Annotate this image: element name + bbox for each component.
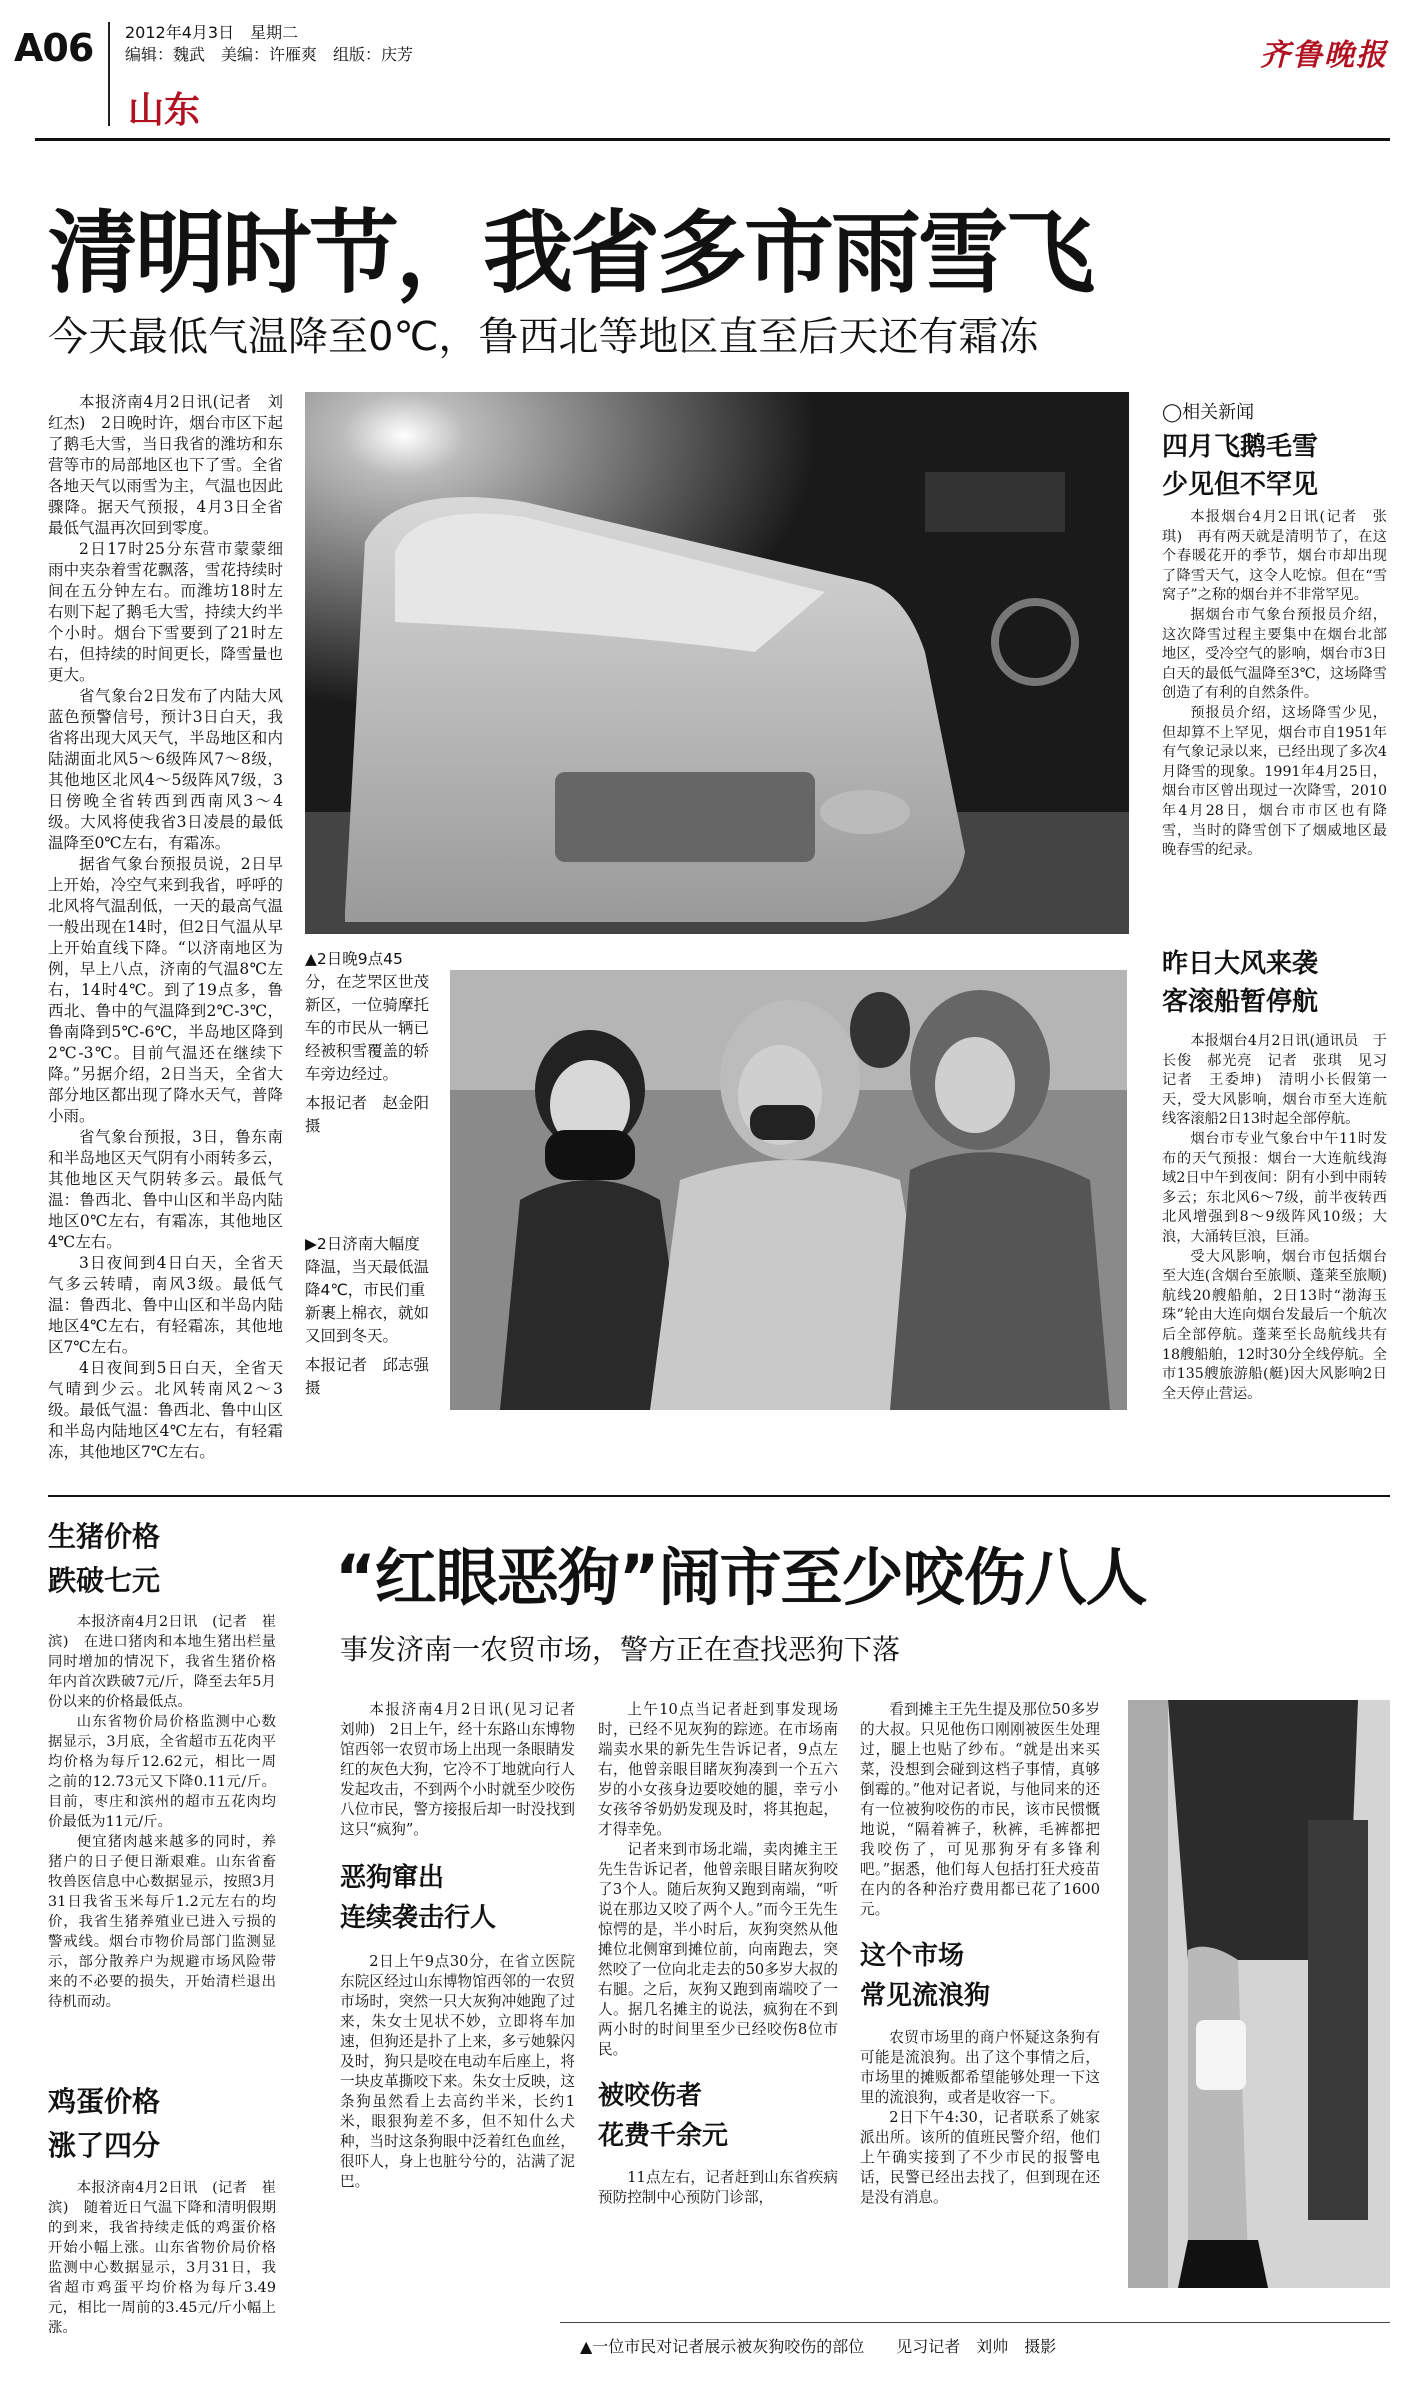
header-editors: 编辑：魏武 美编：许雁爽 组版：庆芳	[125, 45, 414, 64]
pig-paragraph: 山东省物价局价格监测中心数据显示，3月底，全省超市五花肉平均价格为每斤12.62元，相比一周之前的12.73元又下降0.11元/斤。目前，枣庄和滨州的超市五花肉均价最低为11元/斤。	[48, 1714, 276, 1830]
lead-paragraph: 4日夜间到5日白天，全省天气晴到少云。北风转南风2～3级。最低气温：鲁西北、鲁中山区和半岛内陆地区4℃左右，有轻霜冻，其他地区7℃左右。	[48, 1359, 283, 1461]
lead-paragraph: 2日17时25分东营市蒙蒙细雨中夹杂着雪花飘落，雪花持续时间在五分钟左右。而潍坊18时左右则下起了鹅毛大雪，持续大约半个小时。烟台下雪要到了21时左右，但持续的时间更长，降雪量也更大。	[48, 540, 283, 684]
photo2-caption-block	[305, 1233, 445, 1400]
egg-title	[48, 2080, 160, 2168]
related-story1-title-line1: 四月飞鹅毛雪	[1162, 432, 1319, 462]
egg-title-line1: 鸡蛋价格	[48, 2085, 161, 2118]
crowd-illustration	[450, 970, 1127, 1410]
snow-car-photo	[305, 392, 1129, 934]
lead-body	[48, 392, 283, 1463]
dog-column3-para: 农贸市场里的商户怀疑这条狗有可能是流浪狗。出了这个事情之后，市场里的摊贩都希望能够处理一下这里的流浪狗，或者是收容一下。	[860, 2029, 1100, 2106]
related-news-label: ◯相关新闻	[1162, 402, 1255, 423]
egg-title-line2: 涨了四分	[48, 2129, 161, 2162]
related-story2-body	[1162, 1032, 1387, 1404]
dog-subhead: 事发济南一农贸市场，警方正在查找恶狗下落	[340, 1633, 901, 1666]
egg-body	[48, 2178, 276, 2338]
cold-weather-photo	[450, 970, 1127, 1410]
dog-bite-photo	[1128, 1700, 1390, 2288]
lead-paragraph: 本报济南4月2日讯(记者 刘红杰) 2日晚时许，烟台市区下起了鹅毛大雪，当日我省的潍坊和东营等市的局部地区也下了雪。全省各地天气以雨雪为主，气温也因此骤降。据天气预报，4月3日全省最低气温再次回到零度。	[48, 393, 283, 537]
photo2-credit: 本报记者 邱志强 摄	[305, 1356, 445, 1397]
related-story2-title-line2: 客滚船暂停航	[1162, 987, 1319, 1017]
related-story2-title-line1: 昨日大风来袭	[1162, 949, 1319, 979]
related-story1-body	[1162, 508, 1387, 861]
header-rule	[35, 138, 1390, 141]
lead-paragraph: 省气象台2日发布了内陆大风蓝色预警信号，预计3日白天，我省将出现大风天气，半岛地区和内陆湖面北风5～6级阵风7～8级，其他地区北风4～5级阵风7级，3日傍晚全省转西到西南风3～4级。大风将使我省3日凌晨的最低温降至0℃左右，有霜冻。	[48, 687, 283, 852]
dog-subtitle1-line1: 恶狗窜出	[340, 1863, 445, 1893]
dog-intro: 本报济南4月2日讯(见习记者 刘帅) 2日上午，经十东路山东博物馆西邻一农贸市场上出现一条眼睛发红的灰色大狗，它冷不丁地就向行人发起攻击，不到两个小时就至少咬伤八位市民，警方接报后却一时没找到这只“疯狗”。	[340, 1701, 590, 1838]
header-divider	[108, 22, 110, 126]
dog-column3	[860, 1700, 1100, 2208]
dog-subtitle1	[340, 1858, 575, 1938]
pig-body	[48, 1612, 276, 2012]
related-story1-title-line2: 少见但不罕见	[1162, 470, 1319, 500]
lead-headline: 清明时节，我省多市雨雪飞	[48, 201, 1092, 306]
dog-subtitle2	[598, 2076, 838, 2156]
dog-subtitle2-line1: 被咬伤者	[598, 2081, 703, 2111]
header-meta	[125, 22, 413, 66]
related-story2-title	[1162, 945, 1318, 1021]
dog-column2-para: 11点左右，记者赶到山东省疾病预防控制中心预防门诊部，	[598, 2169, 838, 2206]
dog-subtitle1-line2: 连续袭击行人	[340, 1903, 497, 1933]
section-title: 山东	[128, 90, 201, 131]
photo1-credit: 本报记者 赵金阳 摄	[305, 1094, 445, 1135]
dog-column2-para: 记者来到市场北端，卖肉摊主王先生告诉记者，他曾亲眼目睹灰狗咬了3个人。随后灰狗又跑到南端，“听说在那边又咬了两个人。”而今王先生惊愕的是，半小时后，灰狗突然从他摊位北侧窜到摊位前，向南跑去，突然咬了一位向北走去的50多岁大叔的右腿。之后，灰狗又跑到南端咬了一人。据几名摊主的说法，疯狗在不到两小时的时间里至少已经咬伤8位市民。	[598, 1841, 838, 2058]
dog-subtitle3	[860, 1936, 1100, 2016]
header-date: 2012年4月3日 星期二	[125, 23, 299, 42]
dog-headline: “红眼恶狗”闹市至少咬伤八人	[335, 1541, 1147, 1614]
related-story1-title	[1162, 428, 1318, 504]
injured-leg-illustration	[1128, 1700, 1390, 2288]
dog-subtitle3-line2: 常见流浪狗	[860, 1981, 991, 2011]
related-story1-paragraph: 预报员介绍，这场降雪少见，但却算不上罕见，烟台市自1951年有气象记录以来，已经出现了多次4月降雪的现象。1991年4月25日，烟台市区曾出现过一次降雪，2010年4月28日，烟台市市区也有降雪，当时的降雪创下了烟威地区最晚春雪的纪录。	[1162, 704, 1387, 859]
photo2-caption: ▶2日济南大幅度降温，当天最低温降4℃，市民们重新裹上棉衣，就如又回到冬天。	[305, 1235, 430, 1345]
pig-paragraph: 本报济南4月2日讯 (记者 崔滨) 在进口猪肉和本地生猪出栏量同时增加的情况下，我省生猪价格年内首次跌破7元/斤，降至去年5月份以来的价格最低点。	[48, 1614, 276, 1710]
lead-subhead: 今天最低气温降至0℃，鲁西北等地区直至后天还有霜冻	[48, 314, 1039, 360]
caption-rule	[560, 2322, 1390, 2323]
lead-paragraph: 3日夜间到4日白天，全省天气多云转晴，南风3级。最低气温：鲁西北、鲁中山区和半岛内陆地区4℃左右，有轻霜冻，其他地区7℃左右。	[48, 1254, 283, 1356]
dog-photo-caption: ▲一位市民对记者展示被灰狗咬伤的部位 见习记者 刘帅 摄影	[580, 2337, 1057, 2356]
dog-subtitle2-line2: 花费千余元	[598, 2121, 729, 2151]
newspaper-logo: 齐鲁晚报	[1260, 38, 1388, 73]
related-story1-paragraph: 据烟台市气象台预报员介绍，这次降雪过程主要集中在烟台北部地区，受冷空气的影响，烟台市3日白天的最低气温降至3℃，这场降雪创造了有利的自然条件。	[1162, 606, 1387, 702]
related-story2-paragraph: 受大风影响，烟台市包括烟台至大连(含烟台至旅顺、蓬莱至旅顺)航线20艘船舶，2日13时“渤海玉珠”轮由大连向烟台发最后一个航次后全部停航。蓬莱至长岛航线共有18艘船舶，12时30分全线停航。全市135艘旅游船(艇)因大风影响2日全天停止营运。	[1162, 1248, 1387, 1402]
photo1-caption-block	[305, 948, 445, 1138]
pig-title-line2: 跌破七元	[48, 1564, 161, 1597]
dog-column3-para: 看到摊主王先生提及那位50多岁的大叔。只见他伤口刚刚被医生处理过，腿上也贴了纱布。“就是出来买菜，没想到会碰到这档子事情，真够倒霉的。”他对记者说，与他同来的还有一位被狗咬伤的市民，该市民惯慨地说，“隔着裤子，秋裤，毛裤都把我咬伤了，可见那狗牙有多锋利吧。”据悉，他们每人包括打狂犬疫苗在内的各种治疗费用都已花了1600元。	[860, 1701, 1100, 1918]
dog-subtitle3-line1: 这个市场	[860, 1941, 965, 1971]
page-number: A06	[14, 26, 94, 70]
related-story1-paragraph: 本报烟台4月2日讯(记者 张琪) 再有两天就是清明节了，在这个春暖花开的季节，烟台市却出现了降雪天气，这令人吃惊。但在“雪窝子”之称的烟台并不非常罕见。	[1162, 509, 1387, 604]
photo1-caption: ▲2日晚9点45分，在芝罘区世茂新区，一位骑摩托车的市民从一辆已经被积雪覆盖的轿车旁边经过。	[305, 950, 430, 1083]
dog-column2	[598, 1700, 838, 2208]
related-story2-paragraph: 烟台市专业气象台中午11时发布的天气预报：烟台一大连航线海域2日中午到夜间：阴有小到中雨转多云；东北风6～7级，前半夜转西北风增强到8～9级阵风10级；大浪，大涌转巨浪，巨涌。	[1162, 1130, 1387, 1245]
lead-paragraph: 据省气象台预报员说，2日早上开始，冷空气来到我省，呼呼的北风将气温刮低，一天的最高气温一般出现在14时，但2日气温从早上开始直线下降。“以济南地区为例，早上八点，济南的气温8℃左右，14时4℃。到了19点多，鲁西北、鲁中的气温降到2℃-3℃，鲁南降到5℃-6℃，半岛地区降到2℃-3℃。目前气温还在继续下降。”另据介绍，2日当天，全省大部分地区都出现了降水天气，普降小雨。	[48, 855, 283, 1125]
lead-paragraph: 省气象台预报，3日，鲁东南和半岛地区天气阴有小雨转多云，其他地区天气阴转多云。最低气温：鲁西北、鲁中山区和半岛内陆地区0℃左右，有霜冻，其他地区4℃左右。	[48, 1128, 283, 1251]
dog-column3-para: 2日下午4:30，记者联系了姚家派出所。该所的值班民警介绍，他们上午确实接到了不少市民的报警电话，民警已经出去找了，但到现在还是没有消息。	[860, 2109, 1100, 2206]
dog-column1	[340, 1700, 590, 2192]
related-story2-paragraph: 本报烟台4月2日讯(通讯员 于长俊 郝光亮 记者 张琪 见习记者 王委坤) 清明小长假第一天，受大风影响，烟台市至大连航线客滚船2日13时起全部停航。	[1162, 1033, 1387, 1128]
dog-column2-para: 上午10点当记者赶到事发现场时，已经不见灰狗的踪迹。在市场南端卖水果的新先生告诉记者，9点左右，他曾亲眼目睹灰狗凑到一个五六岁的小女孩身边要咬她的腿，幸亏小女孩爷爷奶奶发现及时，将其抱起，才得幸免。	[598, 1701, 838, 1838]
dog-column1-body: 2日上午9点30分，在省立医院东院区经过山东博物馆西邻的一农贸市场时，突然一只大灰狗冲她跑了过来，朱女士见状不妙，立即将车加速，但狗还是扑了上来，多亏她躲闪及时，狗只是咬在电动车后座上，将一块皮革撕咬下来。朱女士反映，这条狗虽然看上去高约半米，长约1米，眼狠狗差不多，但不知什么犬种，当时这条狗眼中泛着红色血丝，很吓人，身上也脏兮兮的，沾满了泥巴。	[340, 1953, 575, 2190]
section-divider	[48, 1495, 1390, 1497]
snow-car-illustration	[305, 392, 1129, 934]
pig-title	[48, 1515, 160, 1603]
pig-title-line1: 生猪价格	[48, 1520, 161, 1553]
pig-paragraph: 便宜猪肉越来越多的同时，养猪户的日子便日渐艰难。山东省畜牧兽医信息中心数据显示，按照3月31日我省玉米每斤1.2元左右的均价，我省生猪养殖业已进入亏损的警戒线。烟台市物价局部门监测显示，部分散养户为规避市场风险带来的不必要的损失，开始清栏退出待机而动。	[48, 1834, 276, 2010]
egg-paragraph: 本报济南4月2日讯 (记者 崔滨) 随着近日气温下降和清明假期的到来，我省持续走低的鸡蛋价格开始小幅上涨。山东省物价局价格监测中心数据显示，3月31日，我省超市鸡蛋平均价格为每斤3.49元，相比一周前的3.45元/斤小幅上涨。	[48, 2180, 276, 2336]
